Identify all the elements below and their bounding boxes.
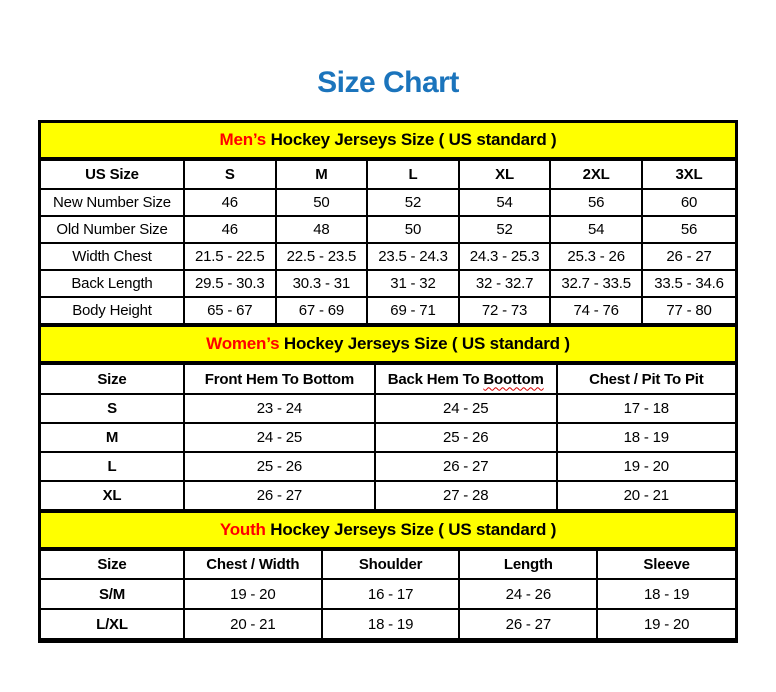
size-value-cell: 19 - 20 (597, 609, 735, 639)
size-value-cell: 24 - 26 (459, 579, 597, 609)
size-value-cell: 32 - 32.7 (459, 270, 551, 297)
section-heading-highlight: Youth (219, 520, 266, 539)
column-header: 2XL (550, 160, 642, 189)
youth-header-row (41, 550, 735, 579)
size-value-cell: 54 (459, 189, 551, 216)
size-value-cell: 74 - 76 (550, 297, 642, 324)
table-row (41, 609, 735, 639)
size-value-cell: 77 - 80 (642, 297, 735, 324)
row-label: S/M (41, 579, 184, 609)
row-label: Back Length (41, 270, 184, 297)
table-row (41, 243, 735, 270)
size-value-cell: 25.3 - 26 (550, 243, 642, 270)
size-value-cell: 69 - 71 (367, 297, 459, 324)
column-header: Size (41, 364, 184, 394)
section-heading-text: Hockey Jerseys Size ( US standard ) (265, 520, 557, 539)
size-value-cell: 19 - 20 (557, 452, 735, 481)
table-row (41, 270, 735, 297)
column-header: XL (459, 160, 551, 189)
size-value-cell: 54 (550, 216, 642, 243)
column-header: S (184, 160, 276, 189)
womens-header-row (41, 364, 735, 394)
section-heading-youth (41, 511, 735, 549)
page-title: Size Chart (317, 66, 459, 99)
size-value-cell: 52 (367, 189, 459, 216)
size-value-cell: 22.5 - 23.5 (276, 243, 368, 270)
size-value-cell: 65 - 67 (184, 297, 276, 324)
size-value-cell: 52 (459, 216, 551, 243)
size-value-cell: 32.7 - 33.5 (550, 270, 642, 297)
column-header: M (276, 160, 368, 189)
column-header (375, 364, 557, 394)
size-value-cell: 56 (550, 189, 642, 216)
size-value-cell: 46 (184, 216, 276, 243)
section-heading-womens (41, 325, 735, 363)
column-header-text: Back Hem To (387, 370, 484, 388)
table-row (41, 579, 735, 609)
mens-size-table (41, 159, 735, 325)
size-value-cell: 20 - 21 (184, 609, 322, 639)
size-value-cell: 17 - 18 (557, 394, 735, 423)
size-value-cell: 26 - 27 (184, 481, 375, 510)
size-value-cell: 60 (642, 189, 735, 216)
section-heading-text: Hockey Jerseys Size ( US standard ) (279, 334, 570, 353)
column-header: L (367, 160, 459, 189)
size-value-cell: 23.5 - 24.3 (367, 243, 459, 270)
size-value-cell: 21.5 - 22.5 (184, 243, 276, 270)
section-heading-text: Hockey Jerseys Size ( US standard ) (266, 130, 557, 149)
size-value-cell: 46 (184, 189, 276, 216)
size-value-cell: 48 (276, 216, 368, 243)
column-header: Length (459, 550, 597, 579)
size-value-cell: 24 - 25 (184, 423, 375, 452)
size-value-cell: 19 - 20 (184, 579, 322, 609)
table-row (41, 394, 735, 423)
table-row (41, 481, 735, 510)
table-row (41, 452, 735, 481)
table-row (41, 216, 735, 243)
column-header: Sleeve (597, 550, 735, 579)
size-value-cell: 29.5 - 30.3 (184, 270, 276, 297)
row-label: S (41, 394, 184, 423)
misspelled-word: Boottom (483, 370, 544, 388)
size-value-cell: 18 - 19 (557, 423, 735, 452)
size-chart-table (38, 120, 738, 643)
size-value-cell: 20 - 21 (557, 481, 735, 510)
column-header: US Size (41, 160, 184, 189)
size-value-cell: 23 - 24 (184, 394, 375, 423)
row-label: Old Number Size (41, 216, 184, 243)
row-label: M (41, 423, 184, 452)
size-value-cell: 67 - 69 (276, 297, 368, 324)
size-value-cell: 56 (642, 216, 735, 243)
table-row (41, 189, 735, 216)
size-value-cell: 24.3 - 25.3 (459, 243, 551, 270)
size-value-cell: 50 (276, 189, 368, 216)
row-label: New Number Size (41, 189, 184, 216)
row-label: XL (41, 481, 184, 510)
table-row (41, 423, 735, 452)
row-label: Body Height (41, 297, 184, 324)
size-value-cell: 30.3 - 31 (276, 270, 368, 297)
youth-size-table (41, 549, 735, 640)
section-heading-highlight: Women’s (206, 334, 280, 353)
size-value-cell: 33.5 - 34.6 (642, 270, 735, 297)
row-label: L/XL (41, 609, 184, 639)
section-heading-mens (41, 123, 735, 159)
row-label: L (41, 452, 184, 481)
table-row (41, 297, 735, 324)
size-value-cell: 18 - 19 (322, 609, 460, 639)
size-value-cell: 16 - 17 (322, 579, 460, 609)
column-header: Shoulder (322, 550, 460, 579)
size-value-cell: 27 - 28 (375, 481, 557, 510)
column-header: Chest / Pit To Pit (557, 364, 735, 394)
column-header: Size (41, 550, 184, 579)
size-value-cell: 25 - 26 (375, 423, 557, 452)
size-value-cell: 18 - 19 (597, 579, 735, 609)
size-value-cell: 25 - 26 (184, 452, 375, 481)
size-value-cell: 31 - 32 (367, 270, 459, 297)
column-header: 3XL (642, 160, 735, 189)
column-header: Chest / Width (184, 550, 322, 579)
size-value-cell: 72 - 73 (459, 297, 551, 324)
size-value-cell: 26 - 27 (459, 609, 597, 639)
size-value-cell: 50 (367, 216, 459, 243)
row-label: Width Chest (41, 243, 184, 270)
mens-header-row (41, 160, 735, 189)
size-value-cell: 24 - 25 (375, 394, 557, 423)
size-value-cell: 26 - 27 (375, 452, 557, 481)
section-heading-highlight: Men’s (219, 130, 267, 149)
womens-size-table (41, 363, 735, 511)
column-header: Front Hem To Bottom (184, 364, 375, 394)
size-value-cell: 26 - 27 (642, 243, 735, 270)
